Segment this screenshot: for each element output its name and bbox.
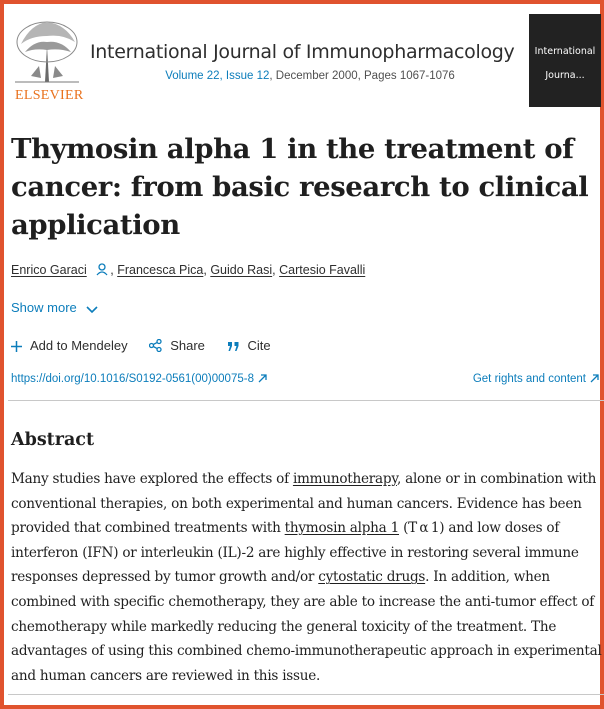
quote-icon (227, 341, 240, 352)
author-separator: , (110, 263, 114, 277)
journal-cover-thumbnail[interactable] (529, 14, 601, 107)
author-link-4[interactable]: Cartesio Favalli (279, 263, 366, 277)
journal-header (8, 8, 604, 108)
keyword-link-immunotherapy[interactable]: immunotherapy (292, 471, 397, 487)
get-rights-link[interactable] (473, 373, 599, 385)
abstract-text-part-4: . In addition, when combined with specific chemotherapy, they are able to increase the anti-tumor effect of chemotherapy while markedly reducing the general toxicity of the treatment. The advantages of using this combined chemo-immunotherapeutic approach in experimental and human cancers are reviewed in this issue. (11, 569, 602, 684)
abstract-text-part-3: (T α 1) and low doses of interferon (IFN) or interleukin (IL)-2 are highly effective in restoring several immune responses depressed by tumor growth and/or (11, 520, 579, 586)
abstract-heading: Abstract (11, 430, 95, 450)
elsevier-tree-icon (11, 16, 83, 86)
keyword-link-cytostatic-drugs[interactable]: cytostatic drugs (318, 569, 426, 586)
volume-issue-link[interactable]: Volume 22, Issue 12 (165, 70, 270, 82)
external-link-icon (590, 374, 599, 383)
share-button[interactable] (149, 338, 205, 353)
cite-label: Cite (247, 338, 271, 353)
elsevier-logo[interactable] (11, 16, 84, 103)
author-link-3[interactable]: Guido Rasi (210, 263, 273, 277)
author-list (11, 263, 591, 277)
chevron-down-icon (86, 306, 98, 314)
share-icon (149, 339, 162, 352)
cover-line-1: International (534, 46, 596, 57)
author-separator: , (203, 263, 207, 277)
show-more-label: Show more (11, 300, 77, 315)
author-separator: , (272, 263, 276, 277)
get-rights-text: Get rights and content (472, 373, 586, 385)
author-link-2[interactable]: Francesca Pica (117, 263, 204, 277)
bottom-divider (8, 694, 604, 695)
doi-text: https://doi.org/10.1016/S0192-0561(00)00075-8 (11, 373, 254, 385)
author-link-1[interactable]: Enrico Garaci (11, 263, 87, 277)
abstract-text-part-1: Many studies have explored the effects of (11, 471, 293, 487)
keyword-link-thymosin-alpha-1[interactable]: thymosin alpha 1 (284, 520, 400, 537)
article-actions (11, 338, 289, 353)
abstract-text (11, 467, 603, 688)
cover-line-2: Journa... (545, 70, 585, 81)
publisher-name: ELSEVIER (15, 88, 84, 103)
journal-title-link[interactable]: International Journal of Immunopharmacology (90, 41, 515, 63)
person-icon[interactable] (96, 263, 108, 276)
date-pages: , December 2000, Pages 1067-1076 (269, 70, 455, 82)
abstract-text-part-2: , alone or in combination with conventional therapies, on both experimental and human cancers. Evidence has been provided that combined treatments with (11, 471, 597, 537)
share-label: Share (170, 338, 205, 353)
add-to-mendeley-label: Add to Mendeley (30, 338, 128, 353)
article-title: Thymosin alpha 1 in the treatment of cancer: from basic research to clinical application (11, 133, 589, 241)
journal-meta (90, 70, 530, 82)
plus-icon (11, 341, 22, 352)
add-to-mendeley-button[interactable] (11, 338, 128, 353)
doi-link[interactable] (11, 373, 267, 385)
show-more-button[interactable] (11, 300, 98, 315)
cite-button[interactable] (227, 338, 271, 353)
external-link-icon (258, 374, 267, 383)
section-divider (8, 400, 604, 401)
